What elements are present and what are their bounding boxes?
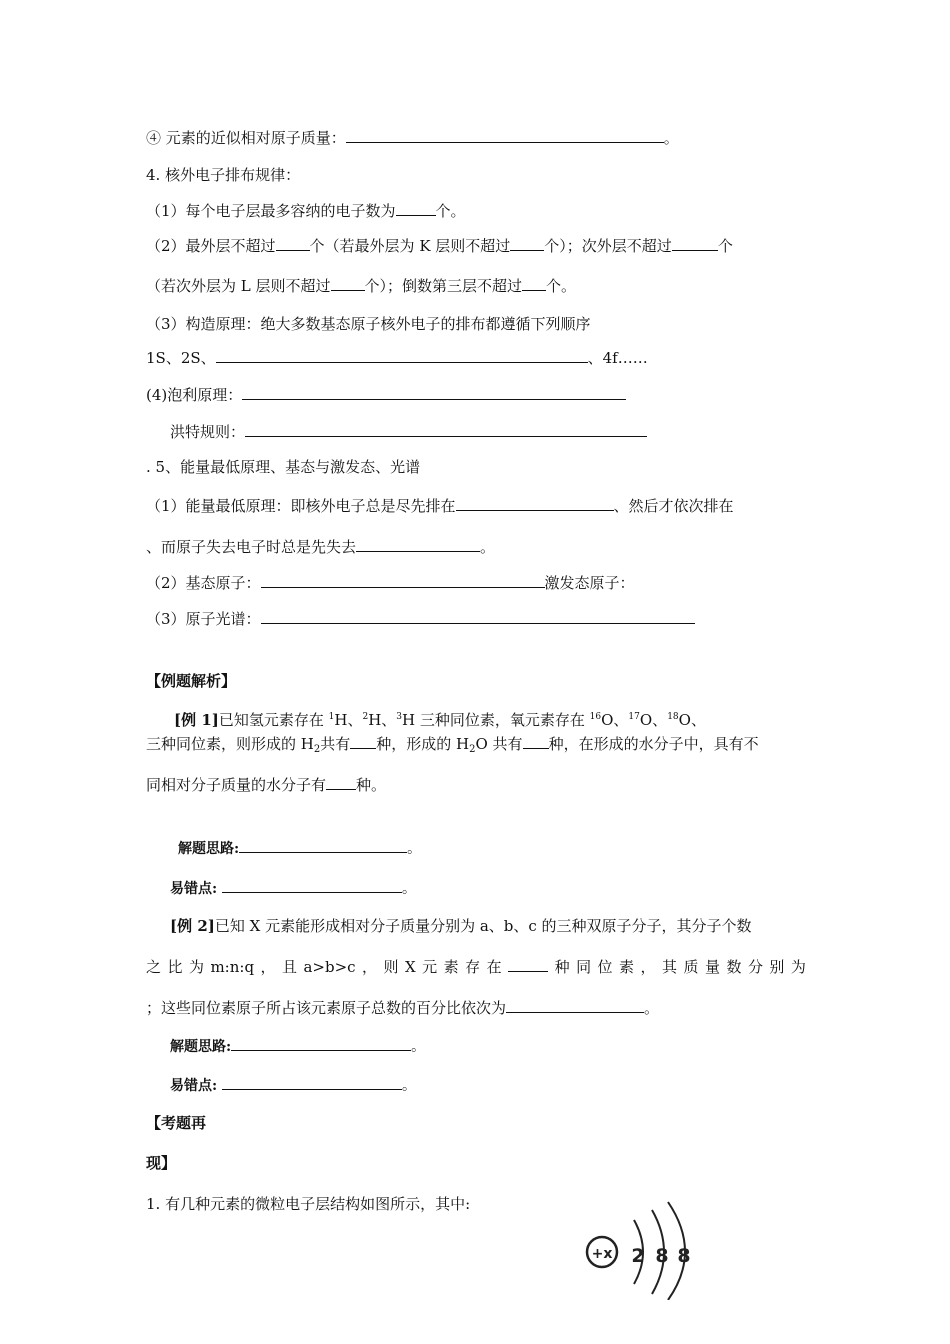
subscript: 2 xyxy=(313,744,321,755)
electron-shell-diagram xyxy=(580,1200,710,1300)
text: 1S、2S、 xyxy=(146,349,216,367)
text: 、4f…… xyxy=(587,349,648,367)
mass-number: 1 xyxy=(328,712,335,722)
text: ；这些同位素原子所占该元素原子总数的百分比依次为 xyxy=(146,999,507,1017)
word: 比 xyxy=(167,958,183,976)
word: 别 xyxy=(769,958,785,976)
text: O、 xyxy=(601,711,629,729)
l2 xyxy=(146,165,300,185)
word: 且 xyxy=(282,958,298,976)
word: 则 xyxy=(383,958,399,976)
answer-blank[interactable] xyxy=(276,236,310,251)
text: 个。 xyxy=(546,277,577,295)
answer-blank[interactable] xyxy=(261,609,695,624)
answer-blank[interactable] xyxy=(508,957,548,972)
word: 之 xyxy=(146,958,162,976)
text: （2）基态原子： xyxy=(146,574,261,592)
l5 xyxy=(146,276,576,296)
text: H、 xyxy=(334,711,363,729)
text: 激发态原子： xyxy=(544,574,635,592)
text: O、 xyxy=(639,711,668,729)
answer-blank[interactable] xyxy=(231,1036,411,1051)
example-1-line-2 xyxy=(146,734,759,754)
text: 、然后才依次排在 xyxy=(613,497,734,515)
section-heading-part2: 现】 xyxy=(146,1154,177,1172)
l9 xyxy=(170,422,647,442)
word: 同 xyxy=(576,958,592,976)
shell-electrons-2: 8 xyxy=(655,1245,669,1267)
text: 三种同位素，则形成的 H xyxy=(146,735,314,753)
l8 xyxy=(146,385,626,405)
text: 。 xyxy=(411,1039,426,1055)
word: 在 xyxy=(486,958,502,976)
answer-blank[interactable] xyxy=(506,998,644,1013)
text: 。 xyxy=(402,881,417,897)
text: 种，在形成的水分子中，具有不 xyxy=(548,735,759,753)
answer-blank[interactable] xyxy=(456,496,614,511)
text: 。 xyxy=(644,999,660,1017)
l6 xyxy=(146,314,591,334)
text: （若次外层为 L 层则不超过 xyxy=(146,277,331,295)
answer-blank[interactable] xyxy=(350,734,376,749)
example-1-line-1 xyxy=(174,710,706,730)
answer-blank[interactable] xyxy=(356,537,480,552)
text: 。 xyxy=(407,841,422,857)
text: （3）原子光谱： xyxy=(146,610,261,628)
answer-blank[interactable] xyxy=(331,276,365,291)
answer-blank[interactable] xyxy=(672,236,718,251)
shell-electrons-3: 8 xyxy=(677,1245,691,1267)
answer-blank[interactable] xyxy=(522,276,546,291)
word: 质 xyxy=(683,958,699,976)
text: 。 xyxy=(480,538,496,556)
mass-number: 17 xyxy=(628,712,640,722)
text: O、 xyxy=(678,711,706,729)
text: 个。 xyxy=(435,202,466,220)
text: H、 xyxy=(368,711,397,729)
example-2-idea xyxy=(170,1036,425,1057)
l14 xyxy=(146,609,695,629)
word: 数 xyxy=(726,958,742,976)
word: 分 xyxy=(747,958,763,976)
l13 xyxy=(146,573,635,593)
word: ， xyxy=(640,958,656,976)
text: 已知 X 元素能形成相对分子质量分别为 a、b、c 的三种双原子分子，其分子个数 xyxy=(214,917,752,935)
word: 位 xyxy=(597,958,613,976)
example-2-line-1 xyxy=(170,916,752,936)
answer-blank[interactable] xyxy=(396,201,436,216)
section-heading-part1: 【考题再 xyxy=(146,1114,207,1132)
example-1-line-3 xyxy=(146,775,386,795)
text: 。 xyxy=(663,129,679,147)
word: 存 xyxy=(465,958,481,976)
word: m:n:q xyxy=(210,958,255,976)
l10 xyxy=(146,457,420,477)
l1 xyxy=(146,128,679,148)
example-label: [例 2] xyxy=(170,917,215,935)
word: 为 xyxy=(790,958,806,976)
text: 已知氢元素存在 xyxy=(218,711,329,729)
text: (4)泡利原理： xyxy=(146,386,243,404)
text: （2）最外层不超过 xyxy=(146,237,276,255)
section-heading: 【例题解析】 xyxy=(146,672,237,690)
text: 、而原子失去电子时总是先失去 xyxy=(146,538,357,556)
l12 xyxy=(146,537,495,557)
answer-blank[interactable] xyxy=(239,838,407,853)
word: 其 xyxy=(662,958,678,976)
word: 量 xyxy=(704,958,720,976)
answer-blank[interactable] xyxy=(346,128,664,143)
example-2-line-2 xyxy=(146,957,806,977)
word: ， xyxy=(260,958,276,976)
answer-blank[interactable] xyxy=(523,734,549,749)
answer-blank[interactable] xyxy=(222,1075,402,1090)
label: 易错点: xyxy=(170,881,223,897)
word: 为 xyxy=(188,958,204,976)
example-2-line-3 xyxy=(146,998,659,1018)
mass-number: 16 xyxy=(589,712,602,722)
text: 1. 有几种元素的微粒电子层结构如图所示，其中: xyxy=(146,1195,471,1213)
word: ， xyxy=(362,958,378,976)
text: 个 xyxy=(717,237,733,255)
text: 洪特规则： xyxy=(170,423,246,441)
example-label: [例 1] xyxy=(174,711,219,729)
text: 种。 xyxy=(356,776,387,794)
mass-number: 2 xyxy=(362,712,369,722)
text: （1）每个电子层最多容纳的电子数为 xyxy=(146,202,396,220)
subscript: 2 xyxy=(469,744,476,755)
label: 解题思路: xyxy=(170,1039,232,1055)
answer-blank[interactable] xyxy=(510,236,544,251)
text: 。 xyxy=(402,1078,417,1094)
example-2-error xyxy=(170,1075,416,1096)
text: 个）；倒数第三层不超过 xyxy=(364,277,523,295)
text: （3）构造原理：绝大多数基态原子核外电子的排布都遵循下列顺序 xyxy=(146,315,591,333)
example-1-error xyxy=(170,878,416,899)
text: 个（若最外层为 K 层则不超过 xyxy=(309,237,511,255)
l11 xyxy=(146,496,734,516)
text: 同相对分子质量的水分子有 xyxy=(146,776,327,794)
answer-blank[interactable] xyxy=(242,385,626,400)
l4 xyxy=(146,236,733,256)
text: 个）；次外层不超过 xyxy=(544,237,672,255)
text: . 5、能量最低原理、基态与激发态、光谱 xyxy=(146,458,421,476)
answer-blank[interactable] xyxy=(245,422,647,437)
l7 xyxy=(146,348,648,368)
label: 解题思路: xyxy=(178,841,240,857)
shell-electrons-1: 2 xyxy=(631,1245,645,1267)
nucleus-charge: +x xyxy=(591,1246,613,1262)
answer-blank[interactable] xyxy=(326,775,356,790)
label: 易错点: xyxy=(170,1078,223,1094)
word: 素 xyxy=(619,958,635,976)
text: 4. 核外电子排布规律： xyxy=(146,166,301,184)
question-1 xyxy=(146,1194,470,1214)
text: 种，形成的 H xyxy=(376,735,470,753)
text: ④ 元素的近似相对原子质量： xyxy=(146,129,346,147)
mass-number: 18 xyxy=(667,712,679,722)
mass-number: 3 xyxy=(396,712,403,722)
text: 共有 xyxy=(320,735,351,753)
answer-blank[interactable] xyxy=(222,878,402,893)
word: X xyxy=(405,958,416,976)
word: 种 xyxy=(554,958,570,976)
example-1-idea xyxy=(178,838,421,859)
text: O 共有 xyxy=(475,735,523,753)
text: （1）能量最低原理：即核外电子总是尽先排在 xyxy=(146,497,456,515)
answer-blank[interactable] xyxy=(216,348,588,363)
word: a>b>c xyxy=(303,958,356,976)
answer-blank[interactable] xyxy=(261,573,545,588)
word: 素 xyxy=(443,958,459,976)
text: H 三种同位素，氧元素存在 xyxy=(402,711,590,729)
l3 xyxy=(146,201,466,221)
word: 元 xyxy=(422,958,438,976)
